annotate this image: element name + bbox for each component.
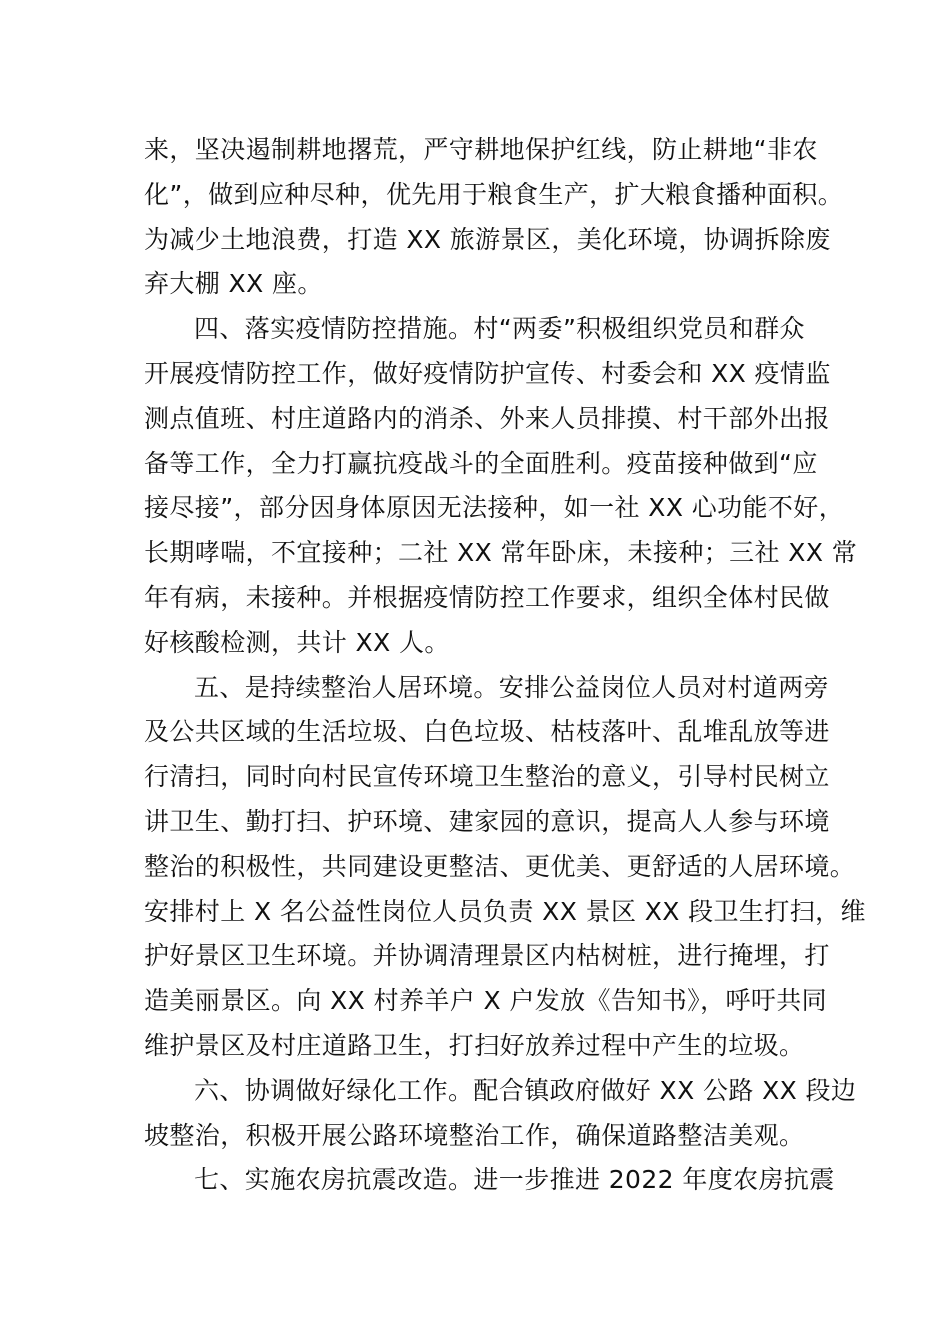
text-line: 测点值班、村庄道路内的消杀、外来人员排摸、村干部外出报	[144, 403, 830, 433]
text-line: 年有病，未接种。并根据疫情防控工作要求，组织全体村民做	[144, 582, 830, 612]
text-line: 整治的积极性，共同建设更整洁、更优美、更舒适的人居环境。	[144, 851, 856, 881]
text-line: 讲卫生、勤打扫、护环境、建家园的意识，提高人人参与环境	[144, 806, 830, 836]
document-body	[144, 128, 866, 1203]
text-line: 及公共区域的生活垃圾、白色垃圾、枯枝落叶、乱堆乱放等进	[144, 717, 830, 747]
text-line: 坡整治，积极开展公路环境整治工作，确保道路整洁美观。	[144, 1120, 805, 1150]
text-line: 弃大棚 XX 座。	[144, 269, 323, 299]
text-line: 来，坚决遏制耕地撂荒，严守耕地保护红线，防止耕地“非农	[144, 135, 818, 164]
text-line: 安排村上 X 名公益性岗位人员负责 XX 景区 XX 段卫生打扫，维	[144, 896, 866, 926]
text-line: 化”，做到应种尽种，优先用于粮食生产，扩大粮食播种面积。	[144, 179, 844, 209]
text-line: 为减少土地浪费，打造 XX 旅游景区，美化环境，协调拆除废	[144, 224, 831, 254]
text-line: 好核酸检测，共计 XX 人。	[144, 627, 450, 657]
section-seven-heading-line: 七、实施农房抗震改造。进一步推进 2022 年度农房抗震	[194, 1165, 835, 1195]
text-line: 造美丽景区。向 XX 村养羊户 X 户发放《告知书》，呼吁共同	[144, 986, 828, 1016]
text-line: 长期哮喘，不宜接种；二社 XX 常年卧床，未接种；三社 XX 常	[144, 538, 858, 568]
section-six-heading-line: 六、协调做好绿化工作。配合镇政府做好 XX 公路 XX 段边	[194, 1075, 857, 1105]
text-line: 备等工作，全力打赢抗疫战斗的全面胜利。疫苗接种做到“应	[144, 448, 818, 478]
text-line: 接尽接”，部分因身体原因无法接种，如一社 XX 心功能不好，	[144, 493, 845, 523]
text-line: 开展疫情防控工作，做好疫情防护宣传、村委会和 XX 疫情监	[144, 358, 831, 388]
section-five-heading-line: 五、是持续整治人居环境。安排公益岗位人员对村道两旁	[194, 672, 830, 702]
text-line: 维护景区及村庄道路卫生，打扫好放养过程中产生的垃圾。	[144, 1030, 805, 1060]
text-line: 行清扫，同时向村民宣传环境卫生整治的意义，引导村民树立	[144, 762, 830, 792]
section-four-heading-line: 四、落实疫情防控措施。村“两委”积极组织党员和群众	[194, 314, 805, 344]
text-line: 护好景区卫生环境。并协调清理景区内枯树桩，进行掩埋，打	[144, 941, 830, 971]
